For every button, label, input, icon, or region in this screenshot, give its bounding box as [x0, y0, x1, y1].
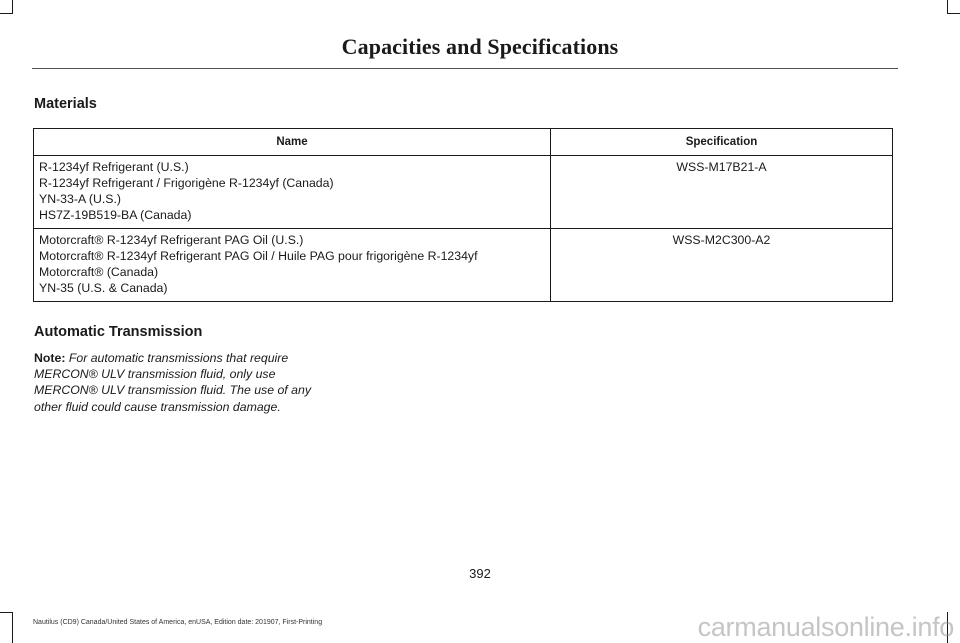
- name-line: Motorcraft® (Canada): [39, 265, 159, 279]
- crop-mark-top-right-horizontal: [947, 13, 960, 14]
- name-line: Motorcraft® R-1234yf Refrigerant PAG Oil / Huile PAG pour frigorigène R-1234yf: [39, 249, 478, 263]
- materials-heading: Materials: [34, 96, 97, 112]
- title-divider: [32, 68, 898, 69]
- name-cell: [34, 156, 551, 229]
- watermark: carmanualsonline.info: [697, 612, 954, 642]
- crop-mark-top-left-vertical: [12, 0, 13, 14]
- transmission-note: [34, 350, 319, 415]
- crop-mark-bottom-left-horizontal: [0, 612, 13, 613]
- name-line: Motorcraft® R-1234yf Refrigerant PAG Oil (U.S.): [39, 233, 304, 247]
- crop-mark-bottom-left-vertical: [12, 612, 13, 643]
- note-text: For automatic transmissions that require MERCON® ULV transmission fluid, only use MERCON® ULV transmission fluid. The use of any other fluid could cause transmission damage.: [34, 351, 311, 414]
- column-header-specification: Specification: [551, 129, 893, 156]
- table-header-row: [34, 129, 893, 156]
- crop-mark-top-right-vertical: [947, 0, 948, 14]
- page-number: 392: [469, 566, 491, 581]
- table-row: [34, 156, 893, 229]
- column-header-name: Name: [34, 129, 551, 156]
- name-line: YN-33-A (U.S.): [39, 192, 121, 206]
- note-label: Note:: [34, 351, 66, 365]
- name-cell: [34, 229, 551, 302]
- crop-mark-top-left-horizontal: [0, 13, 13, 14]
- name-line: R-1234yf Refrigerant / Frigorigène R-1234yf (Canada): [39, 176, 334, 190]
- table-row: [34, 229, 893, 302]
- materials-table: [33, 128, 893, 302]
- automatic-transmission-heading: Automatic Transmission: [34, 324, 203, 340]
- specification-cell: WSS-M2C300-A2: [551, 229, 893, 302]
- name-line: HS7Z-19B519-BA (Canada): [39, 208, 192, 222]
- page-title: Capacities and Specifications: [341, 34, 619, 59]
- name-line: YN-35 (U.S. & Canada): [39, 281, 168, 295]
- footer-edition-text: Nautilus (CD9) Canada/United States of America, enUSA, Edition date: 201907, First-Printing: [33, 619, 323, 626]
- specification-cell: WSS-M17B21-A: [551, 156, 893, 229]
- name-line: R-1234yf Refrigerant (U.S.): [39, 160, 189, 174]
